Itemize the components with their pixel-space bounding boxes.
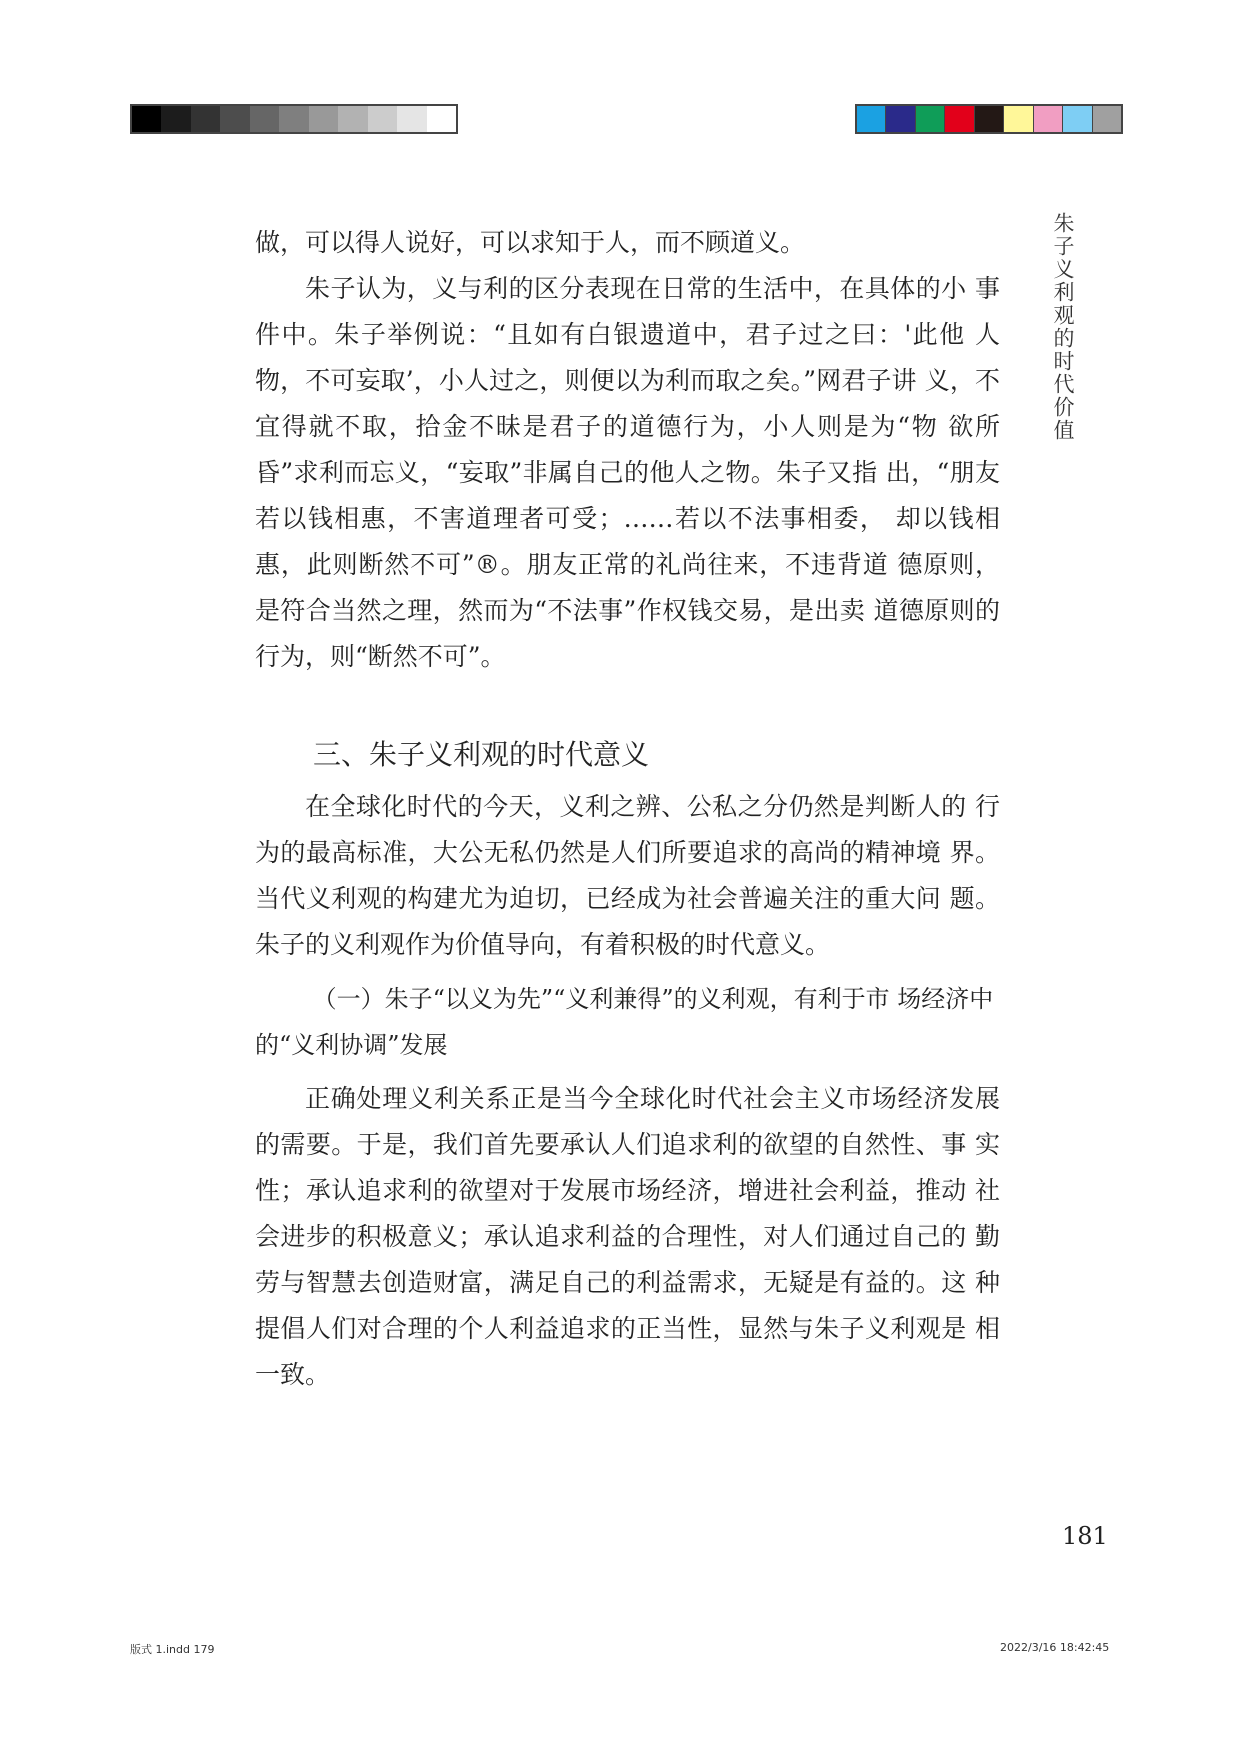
gray-swatch [368, 106, 397, 132]
color-swatch [1093, 106, 1121, 132]
gray-swatch [397, 106, 426, 132]
gray-swatch [427, 106, 456, 132]
gray-swatch [250, 106, 279, 132]
gray-swatch [191, 106, 220, 132]
page-number: 181 [1062, 1522, 1108, 1550]
grayscale-registration-bar [130, 104, 458, 134]
footer-timestamp: 2022/3/16 18:42:45 [1000, 1641, 1110, 1654]
gray-swatch [161, 106, 190, 132]
gray-swatch [338, 106, 367, 132]
section-heading: 三、朱子义利观的时代意义 [313, 738, 650, 771]
color-registration-bar [855, 104, 1123, 134]
color-swatch [975, 106, 1004, 132]
color-swatch [1034, 106, 1063, 132]
gray-swatch [220, 106, 249, 132]
gray-swatch [132, 106, 161, 132]
page-body [255, 220, 1000, 1398]
running-header-vertical: 朱子义利观的时代价值 [1051, 212, 1075, 442]
color-swatch [945, 106, 974, 132]
paragraph-continued: 做，可以得人说好，可以求知于人，而不顾道义。 [255, 228, 806, 257]
gray-swatch [309, 106, 338, 132]
paragraph-zhuzi-example: 朱子认为，义与利的区分表现在日常的生活中，在具体的小 事件中。朱子举例说：“且如有白银遗道中，君子过之曰：'此他 人物，不可妄取’，小人过之，则便以为利而取之矣。”网君子讲 义，不宜得就不取，拾金不昧是君子的道德行为，小人则是为“物 欲所昏”求利而忘义，“妄取”非属自己的他人之物。朱子又指 出，“朋友若以钱相惠，不害道理者可受；……若以不法事相委， 却以钱相惠，此则断然不可”®。朋友正常的礼尚往来，不违背道 德原则，是符合当然之理，然而为“不法事”作权钱交易，是出卖 道德原则的行为，则“断然不可”。 [255, 274, 1000, 671]
color-swatch [886, 106, 915, 132]
footer-file-info: 版式 1.indd 179 [130, 1643, 215, 1656]
color-swatch [1063, 106, 1092, 132]
section-intro-paragraph: 在全球化时代的今天，义利之辨、公私之分仍然是判断人的 行为的最高标准，大公无私仍然是人们所要追求的高尚的精神境 界。当代义利观的构建尤为迫切，已经成为社会普遍关注的重大问 题。朱子的义利观作为价值导向，有着积极的时代意义。 [255, 792, 1000, 959]
gray-swatch [279, 106, 308, 132]
color-swatch [916, 106, 945, 132]
subsection-body-paragraph: 正确处理义利关系正是当今全球化时代社会主义市场经济发展的需要。于是，我们首先要承认人们追求利的欲望的自然性、事 实性；承认追求利的欲望对于发展市场经济，增进社会利益，推动 社会进步的积极意义；承认追求利益的合理性，对人们通过自己的 勤劳与智慧去创造财富，满足自己的利益需求，无疑是有益的。这 种提倡人们对合理的个人利益追求的正当性，显然与朱子义利观是 相一致。 [255, 1084, 1000, 1389]
subsection-heading: （一）朱子“以义为先”“义利兼得”的义利观，有利于市 场经济中的“义利协调”发展 [255, 985, 994, 1059]
color-swatch [857, 106, 886, 132]
color-swatch [1004, 106, 1033, 132]
